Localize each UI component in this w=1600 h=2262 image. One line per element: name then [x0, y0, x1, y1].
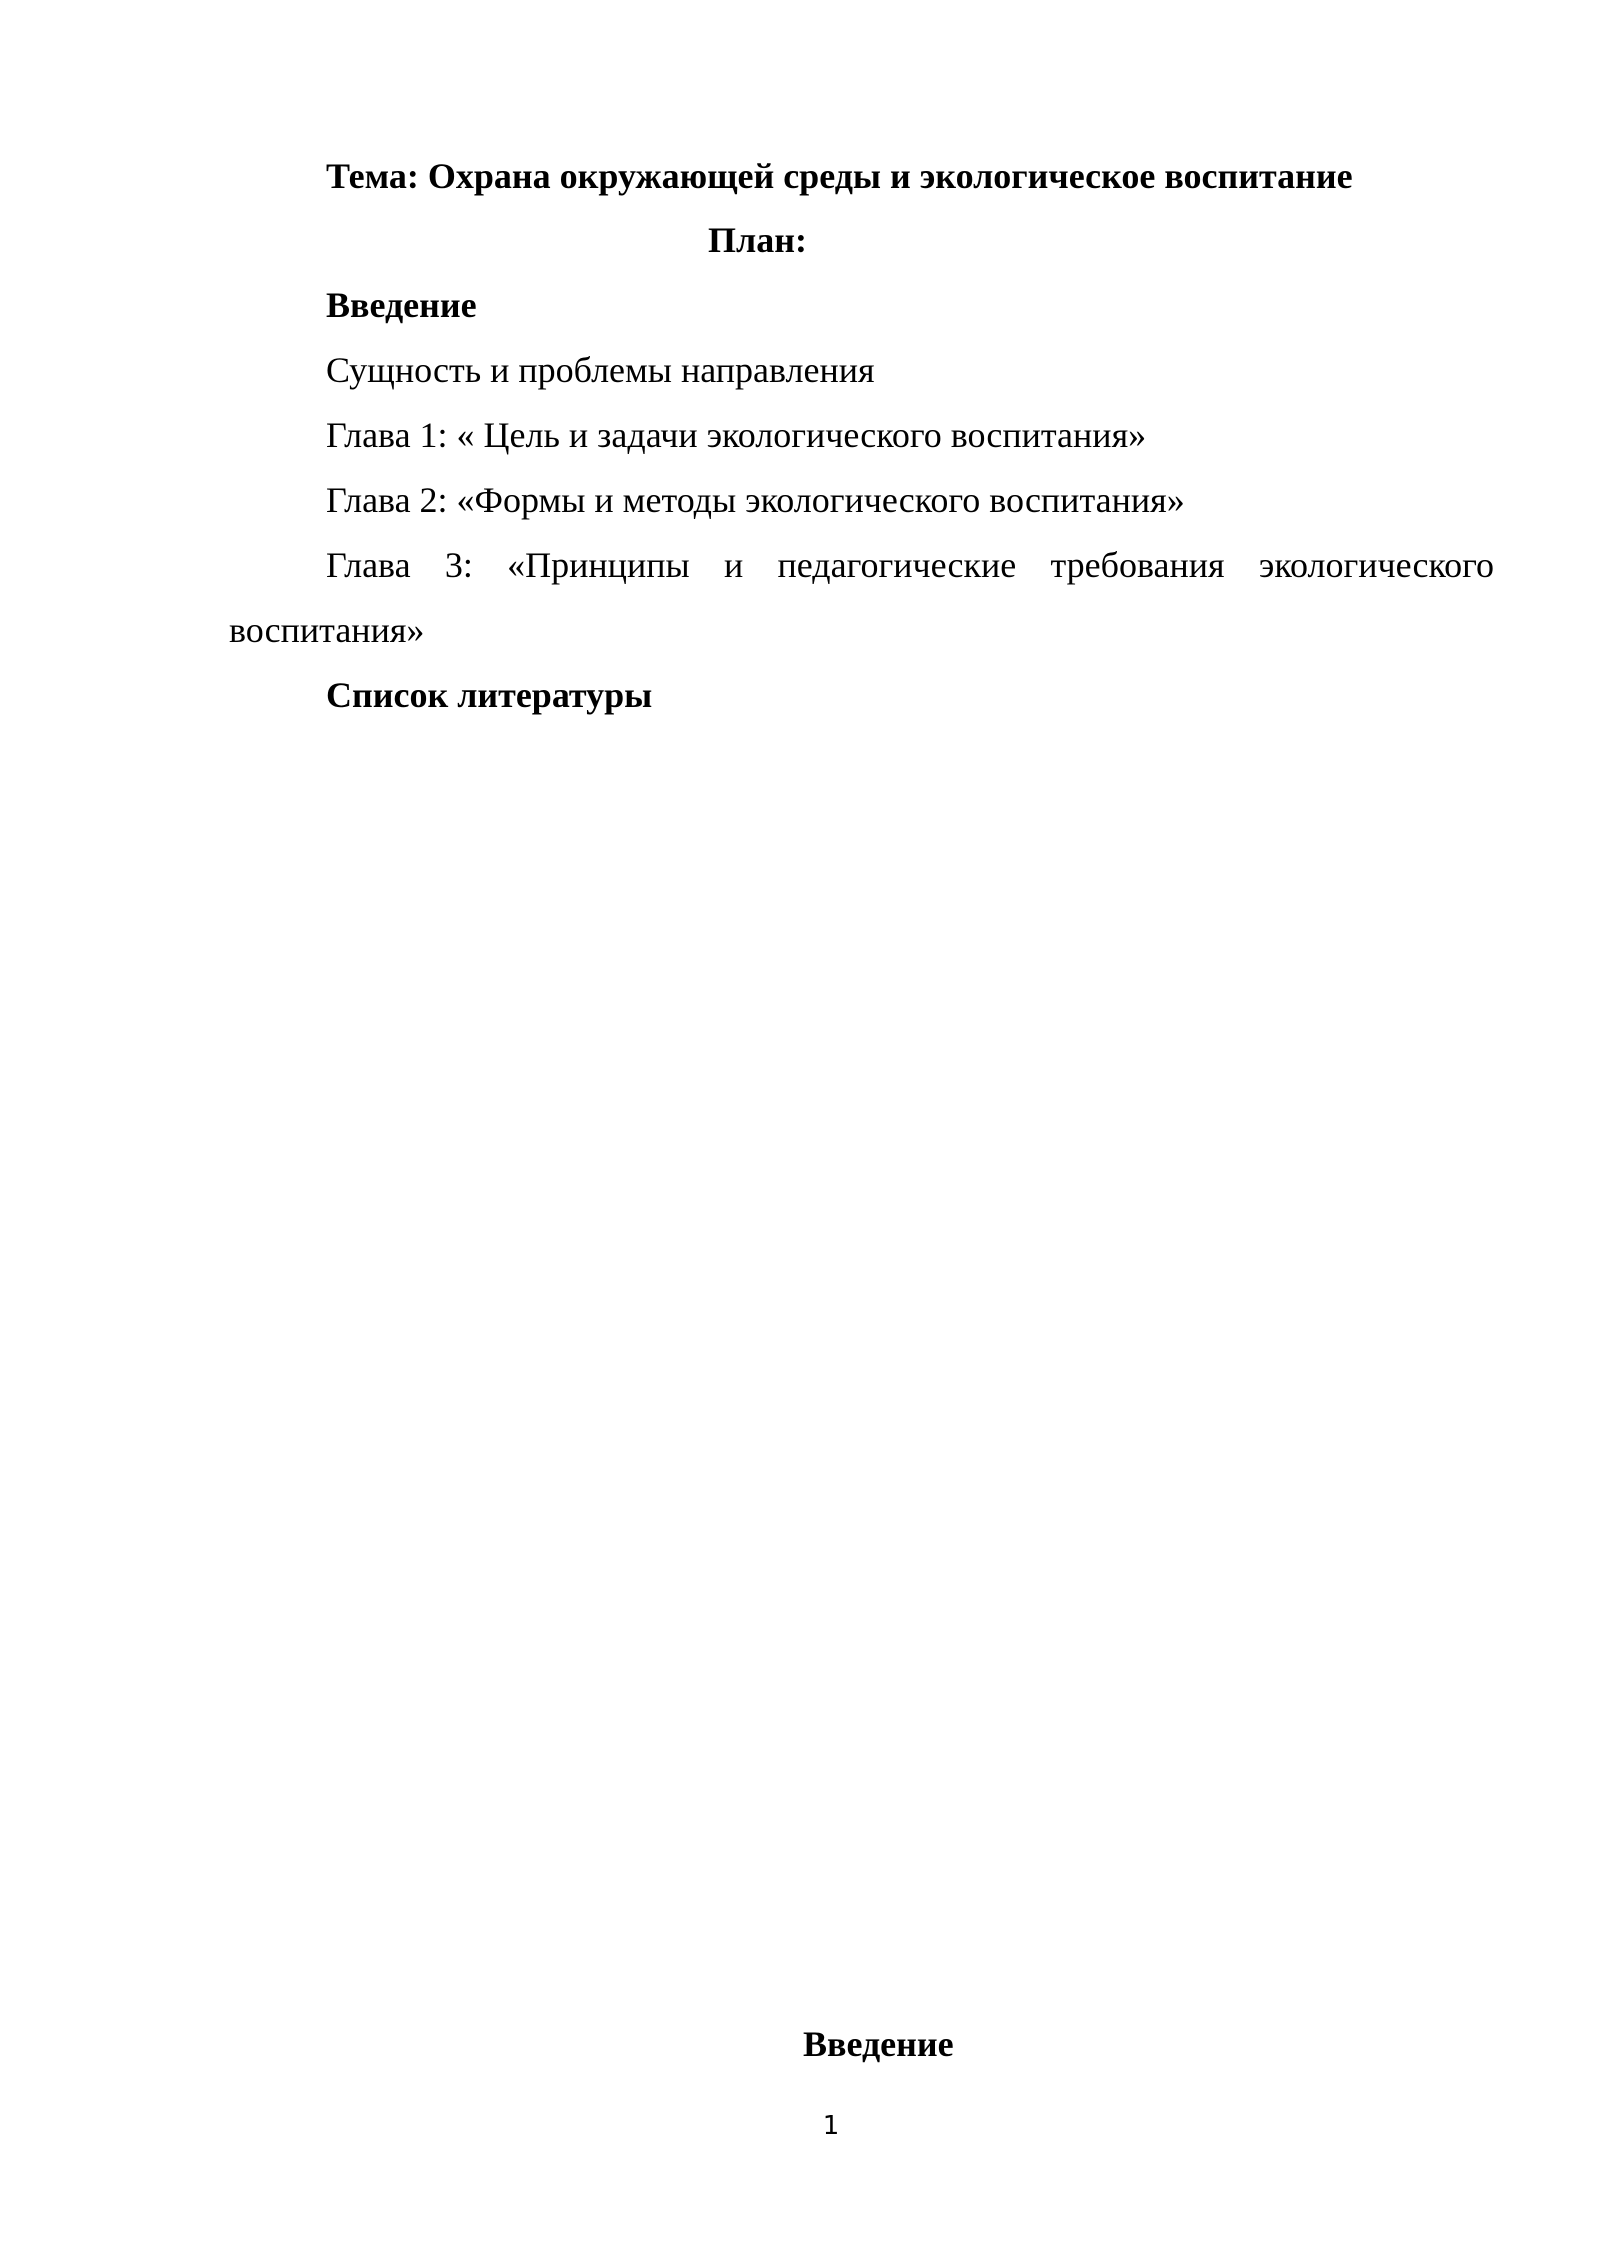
plan-item-chapter-2: Глава 2: «Формы и методы экологического воспитания»	[326, 480, 1185, 520]
plan-item-chapter-3-continuation: воспитания»	[229, 610, 425, 650]
document-topic: Тема: Охрана окружающей среды и экологическое воспитание	[326, 156, 1353, 196]
plan-item-essence: Сущность и проблемы направления	[326, 350, 875, 390]
plan-item-chapter-3: Глава 3: «Принципы и педагогические требования экологического	[326, 545, 1494, 585]
plan-item-introduction: Введение	[326, 285, 477, 325]
section-heading-introduction: Введение	[803, 2024, 954, 2064]
page-number: 1	[822, 2111, 840, 2141]
plan-item-bibliography: Список литературы	[326, 675, 653, 715]
plan-heading: План:	[708, 220, 807, 260]
plan-item-chapter-1: Глава 1: « Цель и задачи экологического воспитания»	[326, 415, 1147, 455]
